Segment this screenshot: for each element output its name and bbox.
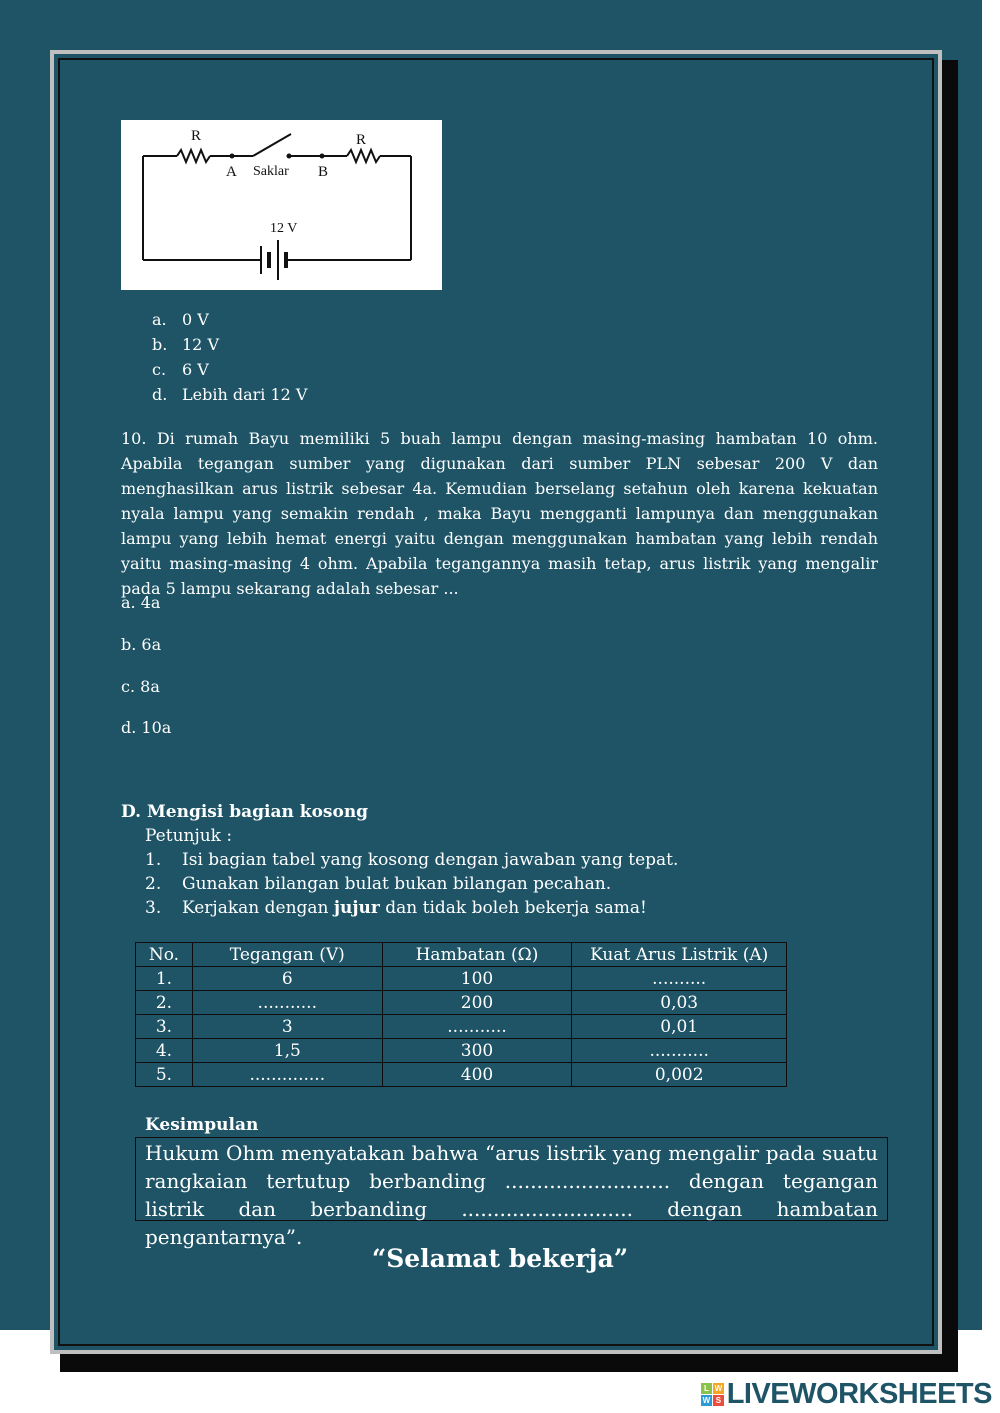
brand-name: LIVEWORKSHEETS bbox=[726, 1377, 992, 1410]
option-letter: d. bbox=[152, 385, 168, 404]
conclusion-box[interactable]: Hukum Ohm menyatakan bahwa “arus listrik yang mengalir pada suatu rangkaian tertutup berbanding .......................... dengan tegangan listrik dan berbanding ........................... dengan hambatan pengantarnya”. bbox=[135, 1137, 888, 1221]
resistor-left bbox=[177, 150, 210, 162]
instruction-3-post: dan tidak boleh bekerja sama! bbox=[379, 898, 647, 918]
header-resistance: Hambatan (Ω) bbox=[382, 943, 572, 967]
cell-current: 0,002 bbox=[572, 1063, 787, 1087]
table-row bbox=[136, 1039, 787, 1063]
cell-no: 5. bbox=[136, 1063, 193, 1087]
q9-option-b-text: 12 V bbox=[182, 335, 219, 354]
cell-resistance: 100 bbox=[382, 967, 572, 991]
instruction-1-num: 1. bbox=[145, 850, 162, 870]
q9-option-c-text: 6 V bbox=[182, 360, 209, 379]
cell-resistance: 300 bbox=[382, 1039, 572, 1063]
table-row bbox=[136, 1063, 787, 1087]
header-voltage: Tegangan (V) bbox=[192, 943, 382, 967]
instruction-label: Petunjuk : bbox=[145, 826, 233, 846]
cell-resistance: 200 bbox=[382, 991, 572, 1015]
cell-resistance-blank[interactable]: ........... bbox=[382, 1015, 572, 1039]
cell-voltage-blank[interactable]: .............. bbox=[192, 1063, 382, 1087]
cell-current: 0,01 bbox=[572, 1015, 787, 1039]
option-letter: c. bbox=[152, 360, 167, 379]
cell-no: 3. bbox=[136, 1015, 193, 1039]
node-a bbox=[230, 154, 235, 159]
cell-current-blank[interactable]: .......... bbox=[572, 967, 787, 991]
table-header-row bbox=[136, 943, 787, 967]
logo-cell: S bbox=[713, 1395, 724, 1406]
label-voltage: 12 V bbox=[270, 221, 298, 236]
table-row bbox=[136, 991, 787, 1015]
instruction-2-text: Gunakan bilangan bulat bukan bilangan pecahan. bbox=[182, 874, 612, 894]
instruction-3-text bbox=[182, 898, 647, 918]
q10-option-b: b. 6a bbox=[121, 635, 162, 654]
instruction-2-num: 2. bbox=[145, 874, 162, 894]
logo-cell: W bbox=[714, 1383, 722, 1393]
circuit-diagram bbox=[121, 120, 442, 290]
conclusion-label: Kesimpulan bbox=[145, 1115, 259, 1135]
header-current: Kuat Arus Listrik (A) bbox=[572, 943, 787, 967]
q9-option-a bbox=[152, 310, 167, 330]
liveworksheets-brand[interactable] bbox=[701, 1378, 992, 1410]
option-letter: b. bbox=[152, 335, 168, 354]
instruction-1-text: Isi bagian tabel yang kosong dengan jawaban yang tepat. bbox=[182, 850, 679, 870]
q9-option-d bbox=[152, 385, 167, 405]
cell-voltage: 3 bbox=[192, 1015, 382, 1039]
header-no: No. bbox=[136, 943, 193, 967]
logo-cell: L bbox=[701, 1383, 712, 1394]
cell-voltage-blank[interactable]: ........... bbox=[192, 991, 382, 1015]
q10-option-c: c. 8a bbox=[121, 677, 160, 696]
label-b: B bbox=[318, 164, 329, 180]
instruction-3-bold: jujur bbox=[333, 898, 380, 918]
switch-lever bbox=[253, 134, 291, 156]
cell-resistance: 400 bbox=[382, 1063, 572, 1087]
label-r-right: R bbox=[356, 132, 367, 148]
cell-no: 2. bbox=[136, 991, 193, 1015]
q9-option-c bbox=[152, 360, 166, 380]
resistor-right bbox=[347, 150, 380, 162]
cell-no: 1. bbox=[136, 967, 193, 991]
circuit-svg bbox=[121, 120, 442, 290]
q9-option-a-text: 0 V bbox=[182, 310, 209, 329]
q9-option-b bbox=[152, 335, 167, 355]
cell-voltage: 6 bbox=[192, 967, 382, 991]
instruction-3-num: 3. bbox=[145, 898, 162, 918]
section-d-heading: D. Mengisi bagian kosong bbox=[121, 802, 369, 822]
cell-voltage: 1,5 bbox=[192, 1039, 382, 1063]
liveworksheets-logo-icon bbox=[701, 1383, 724, 1406]
ohm-table bbox=[135, 942, 787, 1087]
q10-option-d: d. 10a bbox=[121, 718, 172, 737]
closing-text: “Selamat bekerja” bbox=[371, 1244, 629, 1273]
cell-no: 4. bbox=[136, 1039, 193, 1063]
q10-option-a: a. 4a bbox=[121, 593, 161, 612]
node-b bbox=[320, 154, 325, 159]
instruction-3-pre: Kerjakan dengan bbox=[182, 898, 334, 918]
q9-option-d-text: Lebih dari 12 V bbox=[182, 385, 308, 404]
table-row bbox=[136, 967, 787, 991]
label-switch: Saklar bbox=[253, 164, 289, 179]
table-row bbox=[136, 1015, 787, 1039]
logo-cell: W bbox=[702, 1395, 710, 1405]
label-a: A bbox=[226, 164, 237, 180]
switch-contact bbox=[287, 154, 292, 159]
question-10-text: 10. Di rumah Bayu memiliki 5 buah lampu dengan masing-masing hambatan 10 ohm. Apabila tegangan sumber yang digunakan dari sumber PLN sebesar 200 V dan menghasilkan arus listrik sebesar 4a. Kemudian berselang setahun oleh karena kekuatan nyala lampu yang semakin rendah , maka Bayu mengganti lampunya dan menggunakan lampu yang lebih hemat energi yaitu dengan menggunakan hambatan yang lebih rendah yaitu masing-masing 4 ohm. Apabila tegangannya masih tetap, arus listrik yang mengalir pada 5 lampu sekarang adalah sebesar ... bbox=[121, 429, 878, 598]
label-r-left: R bbox=[191, 128, 202, 144]
cell-current-blank[interactable]: ........... bbox=[572, 1039, 787, 1063]
cell-current: 0,03 bbox=[572, 991, 787, 1015]
option-letter: a. bbox=[152, 310, 167, 329]
